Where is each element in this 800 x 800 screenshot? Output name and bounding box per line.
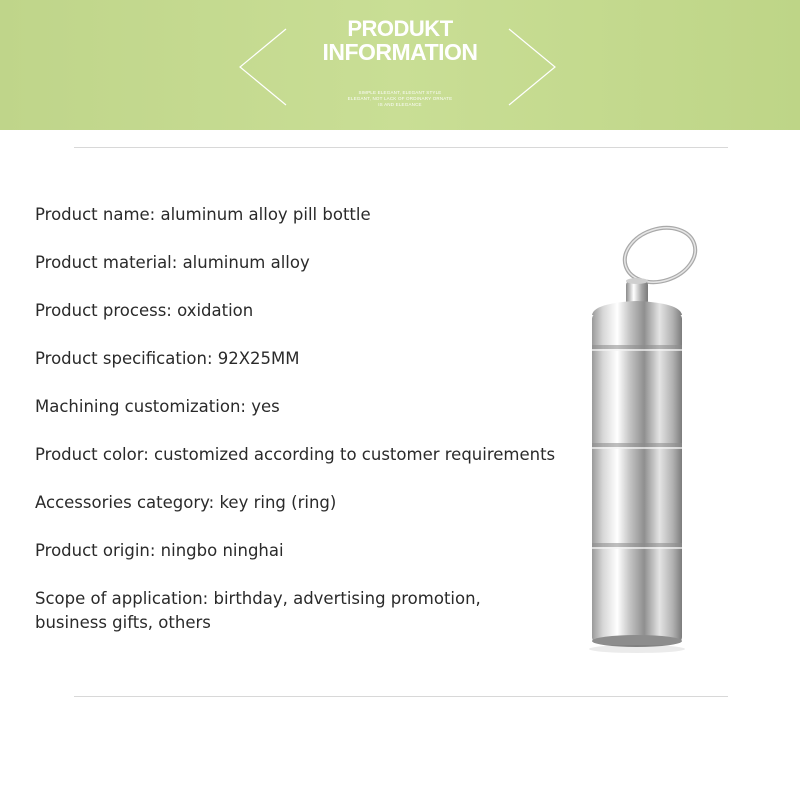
chevron-right-icon	[505, 27, 557, 107]
spec-product-color: Product color: customized according to customer requirements	[35, 445, 556, 464]
banner-title-line1: PRODUKT	[347, 16, 453, 41]
header-banner	[0, 0, 800, 130]
banner-subtitle-line: ELEGANT, NOT LACK OF ORDINARY ORNATE	[347, 96, 453, 101]
spec-product-specification: Product specification: 92X25MM	[35, 349, 300, 368]
banner-title	[0, 18, 800, 64]
spec-scope-of-application: Scope of application: birthday, advertising promotion, business gifts, others	[35, 589, 481, 632]
bottom-divider	[74, 696, 728, 697]
banner-subtitle-line: IS AND ELEGANCE	[378, 102, 422, 107]
spec-machining-customization: Machining customization: yes	[35, 397, 280, 416]
banner-subtitle	[0, 90, 800, 108]
banner-subtitle-line: SIMPLE ELEGANT, ELEGANT STYLE	[358, 90, 442, 95]
pill-bottle-image	[580, 215, 710, 655]
spec-accessories-category: Accessories category: key ring (ring)	[35, 493, 337, 512]
top-divider	[74, 147, 728, 148]
spec-list	[35, 203, 595, 635]
banner-title-line2: INFORMATION	[322, 39, 478, 65]
spec-product-origin: Product origin: ningbo ninghai	[35, 541, 284, 560]
spec-product-process: Product process: oxidation	[35, 301, 254, 320]
spec-product-name: Product name: aluminum alloy pill bottle	[35, 205, 371, 224]
spec-product-material: Product material: aluminum alloy	[35, 253, 310, 272]
